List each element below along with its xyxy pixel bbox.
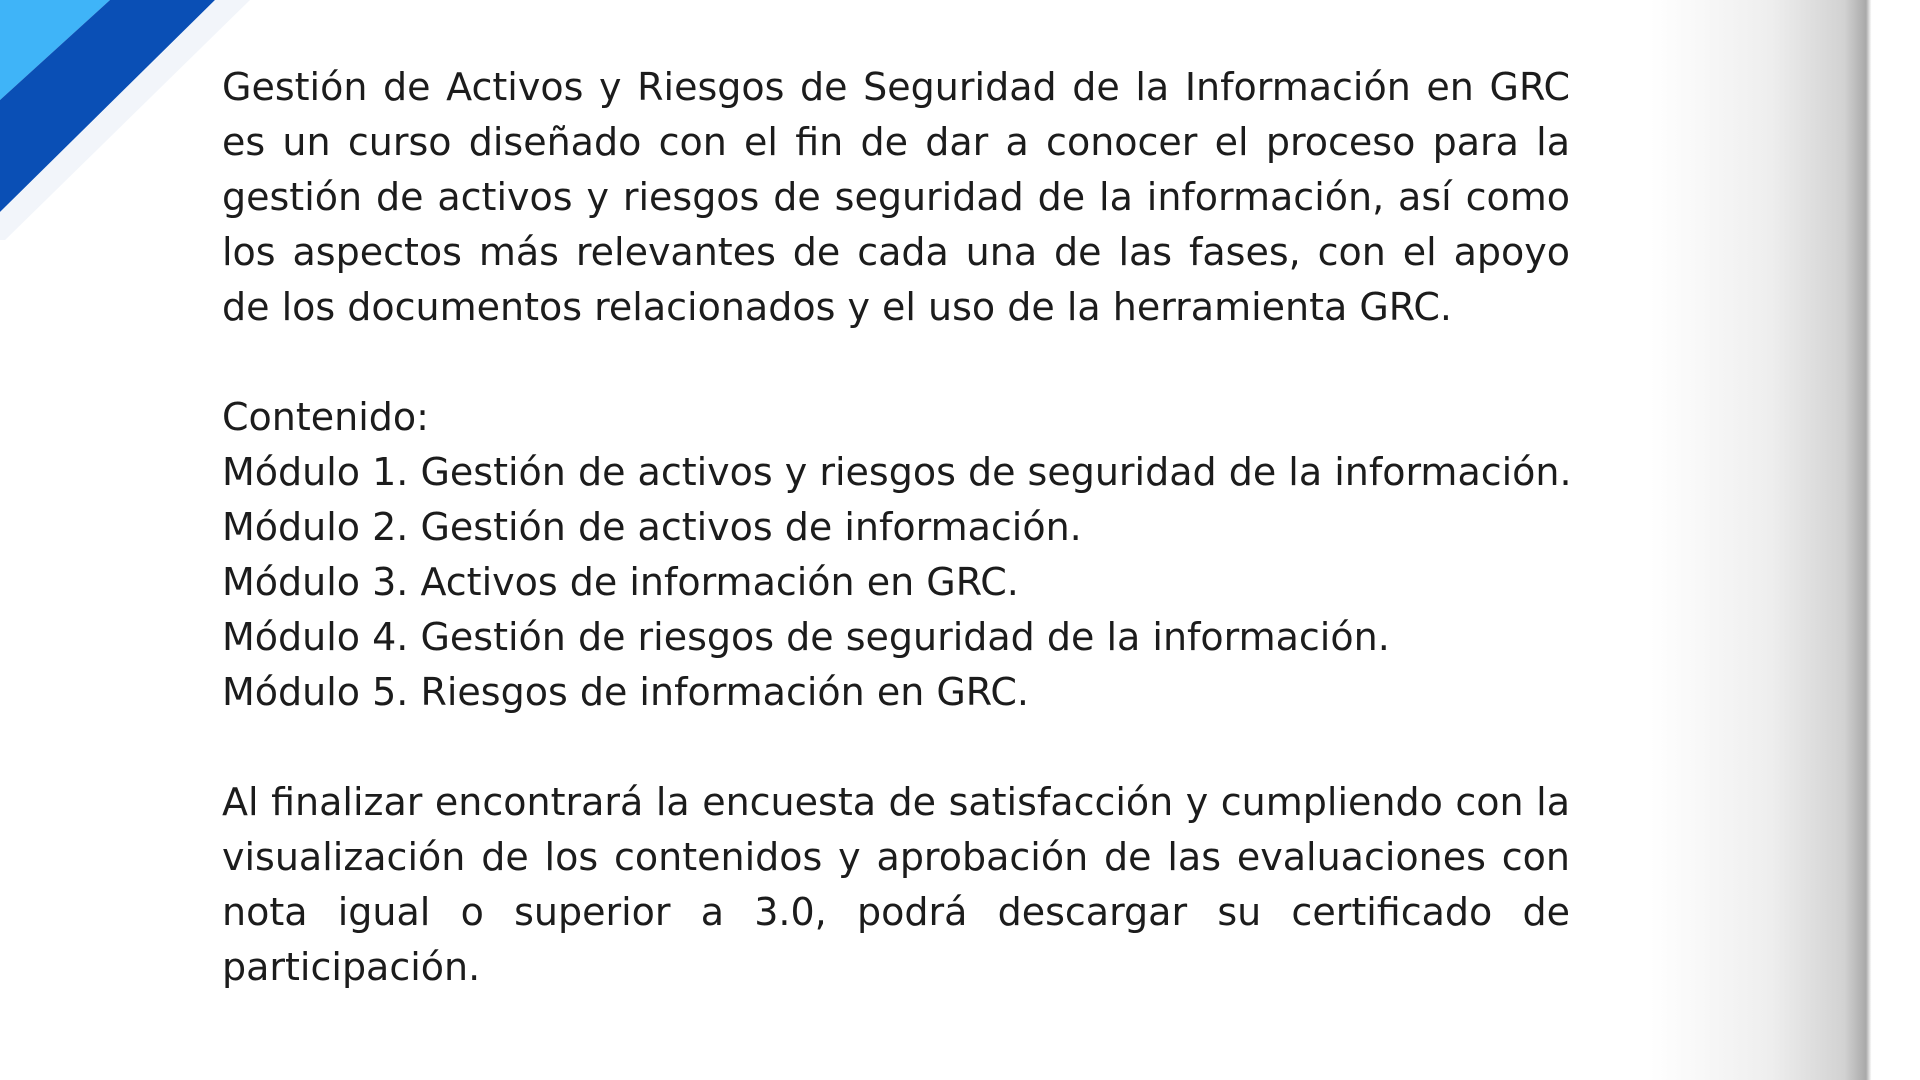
page-edge-shadow [1650,0,1920,1080]
contents-heading: Contenido: [222,395,429,439]
module-item: Módulo 1. Gestión de activos y riesgos de seguridad de la información. [222,450,1572,494]
corner-ribbon-decoration [0,0,260,240]
module-item: Módulo 2. Gestión de activos de información. [222,505,1082,549]
closing-paragraph: Al finalizar encontrará la encuesta de satisfacción y cumpliendo con la visualización de los contenidos y aprobación de las evaluaciones con nota igual o superior a 3.0, podrá descargar su certificado de participación. [222,780,1570,989]
paragraph-gap [222,335,1570,390]
module-item: Módulo 4. Gestión de riesgos de seguridad de la información. [222,615,1390,659]
module-item: Módulo 5. Riesgos de información en GRC. [222,670,1029,714]
paragraph-gap [222,720,1570,775]
course-description [222,60,1570,995]
module-item: Módulo 3. Activos de información en GRC. [222,560,1019,604]
intro-paragraph: Gestión de Activos y Riesgos de Seguridad de la Información en GRC es un curso diseñado con el fin de dar a conocer el proceso para la gestión de activos y riesgos de seguridad de la información, así como los aspectos más relevantes de cada una de las fases, con el apoyo de los documentos relacionados y el uso de la herramienta GRC. [222,65,1570,329]
